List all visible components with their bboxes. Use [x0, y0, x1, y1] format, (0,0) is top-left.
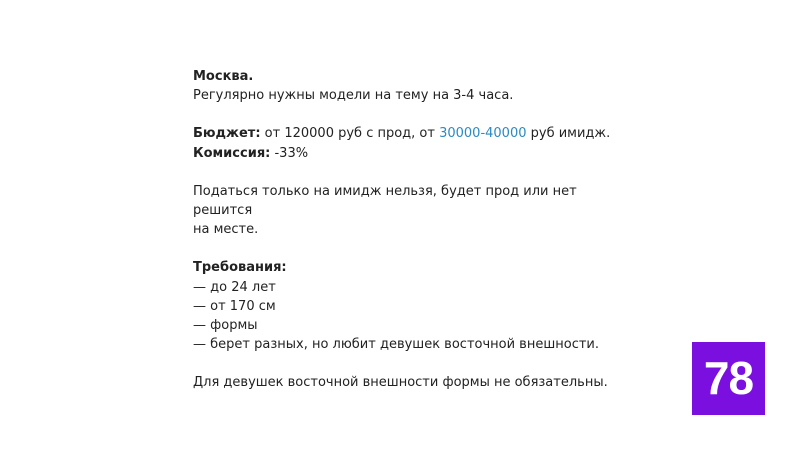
budget-text: от 120000 руб с прод, от	[260, 126, 440, 142]
note-line: Податься только на имидж нельзя, будет прод или нет решится	[193, 183, 577, 219]
note-line: на месте.	[193, 222, 259, 238]
budget-text-end: руб имидж.	[526, 126, 611, 142]
spacer	[193, 163, 633, 182]
commission-label: Комиссия:	[193, 145, 271, 161]
budget-line	[193, 124, 633, 143]
requirement-item: — от 170 см	[193, 298, 276, 314]
intro-text: Регулярно нужны модели на тему на 3-4 часа.	[193, 88, 514, 104]
spacer	[193, 239, 633, 258]
spacer	[193, 354, 633, 373]
budget-link[interactable]: 30000-40000	[439, 126, 527, 142]
requirement-item: — до 24 лет	[193, 279, 276, 295]
requirement-item: — берет разных, но любит девушек восточной внешности.	[193, 337, 599, 353]
post-text	[193, 67, 633, 393]
requirement-item: — формы	[193, 318, 258, 334]
requirements-title: Требования:	[193, 260, 287, 276]
spacer	[193, 105, 633, 124]
budget-label: Бюджет:	[193, 126, 261, 142]
footer-note: Для девушек восточной внешности формы не обязательны.	[193, 375, 608, 391]
commission-value: -33%	[270, 145, 309, 161]
commission-line	[193, 144, 633, 163]
logo-text: 78	[703, 351, 754, 404]
channel-78-logo	[692, 342, 765, 415]
city-heading: Москва.	[193, 69, 254, 84]
